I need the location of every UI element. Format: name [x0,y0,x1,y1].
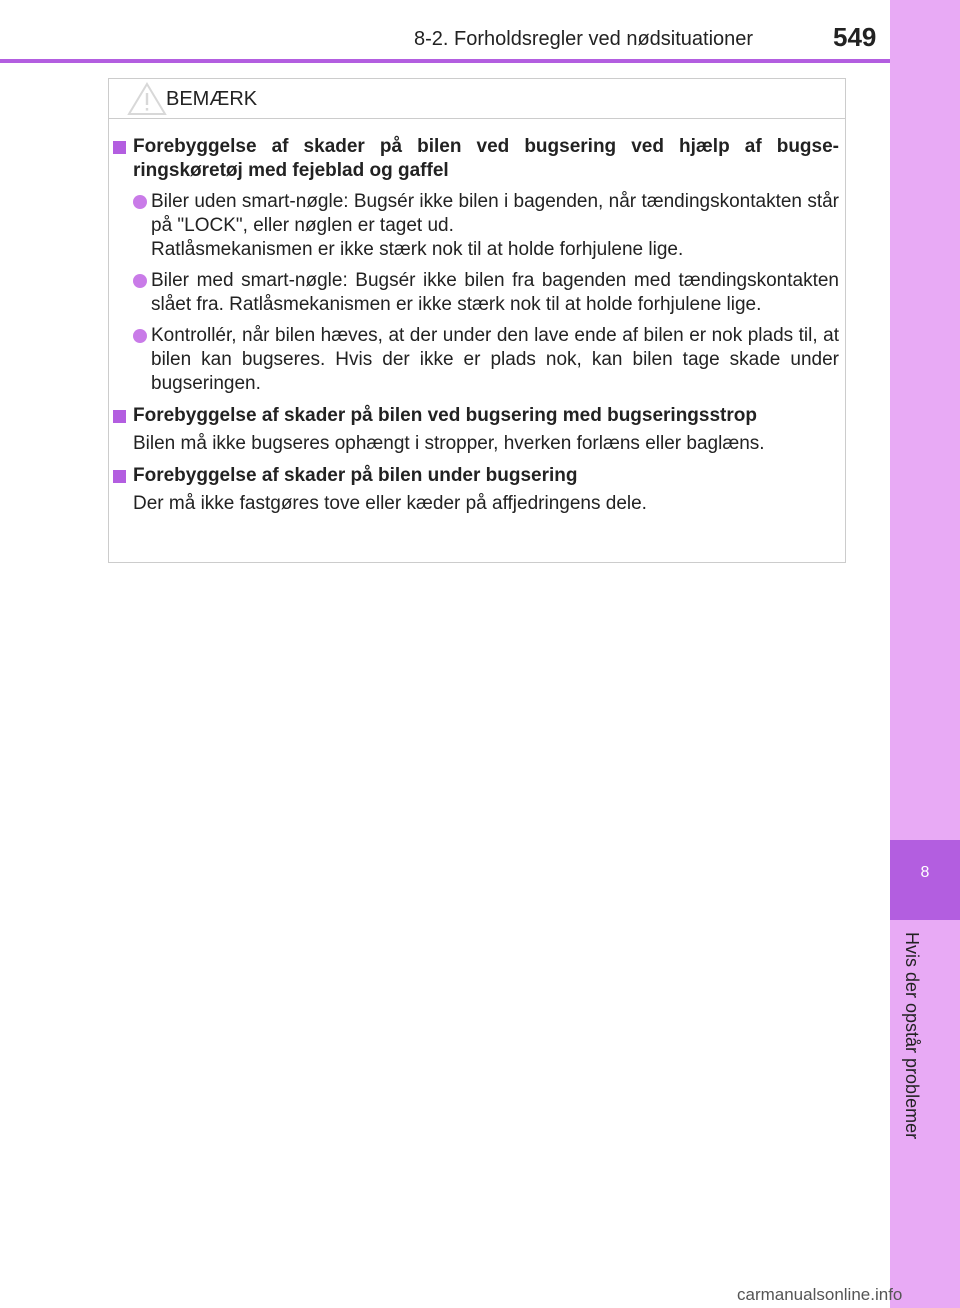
section-title: 8-2. Forholdsregler ved nødsituationer [414,28,754,50]
list-item [133,269,839,317]
notice-section [113,464,839,516]
notice-box [108,78,846,563]
header-divider [0,59,890,63]
notice-section [113,404,839,456]
square-bullet-icon [113,410,126,423]
circle-bullet-icon [133,274,147,288]
notice-content [113,135,839,524]
section-heading: Forebyggelse af skader på bilen ved bugsering med bugseringsstrop [133,405,757,426]
watermark: carmanualsonline.info [737,1285,903,1304]
chapter-title: Hvis der opstår problemer [902,932,922,1140]
notice-section [113,135,839,396]
notice-header [109,79,845,119]
list-item [133,190,839,262]
section-heading: Forebyggelse af skader på bilen ved bugsering ved hjælp af bugseringskøretøj med fejeblad og gaffel [133,136,839,181]
section-heading: Forebyggelse af skader på bilen under bugsering [133,465,578,486]
square-bullet-icon [113,141,126,154]
square-bullet-icon [113,470,126,483]
circle-bullet-icon [133,195,147,209]
notice-label: BEMÆRK [166,88,258,110]
page-number: 549 [833,22,877,52]
chapter-number: 8 [920,864,930,881]
section-text: Der må ikke fastgøres tove eller kæder på affjedringens dele. [133,493,647,514]
section-text: Bilen må ikke bugseres ophængt i stropper, hverken forlæns eller baglæns. [133,433,765,454]
bullet-text: Kontrollér, når bilen hæves, at der under den lave ende af bilen er nok plads til, at bilen kan bugseres. Hvis der ikke er plads nok, kan bilen tage skade under bugseringen. [151,325,839,394]
bullet-text: Biler uden smart-nøgle: Bugsér ikke bilen i bagenden, når tændingskontakten står på "LOCK", eller nøglen er taget ud. [151,191,839,236]
list-item [133,324,839,396]
bullet-text-continued: Ratlåsmekanismen er ikke stærk nok til at holde forhjulene lige. [151,239,684,260]
bullet-text: Biler med smart-nøgle: Bugsér ikke bilen fra bagenden med tændingskontakten slået fra. Ratlåsmekanismen er ikke stærk nok til at holde forhjulene lige. [151,270,839,315]
warning-triangle-icon [127,82,167,116]
circle-bullet-icon [133,329,147,343]
